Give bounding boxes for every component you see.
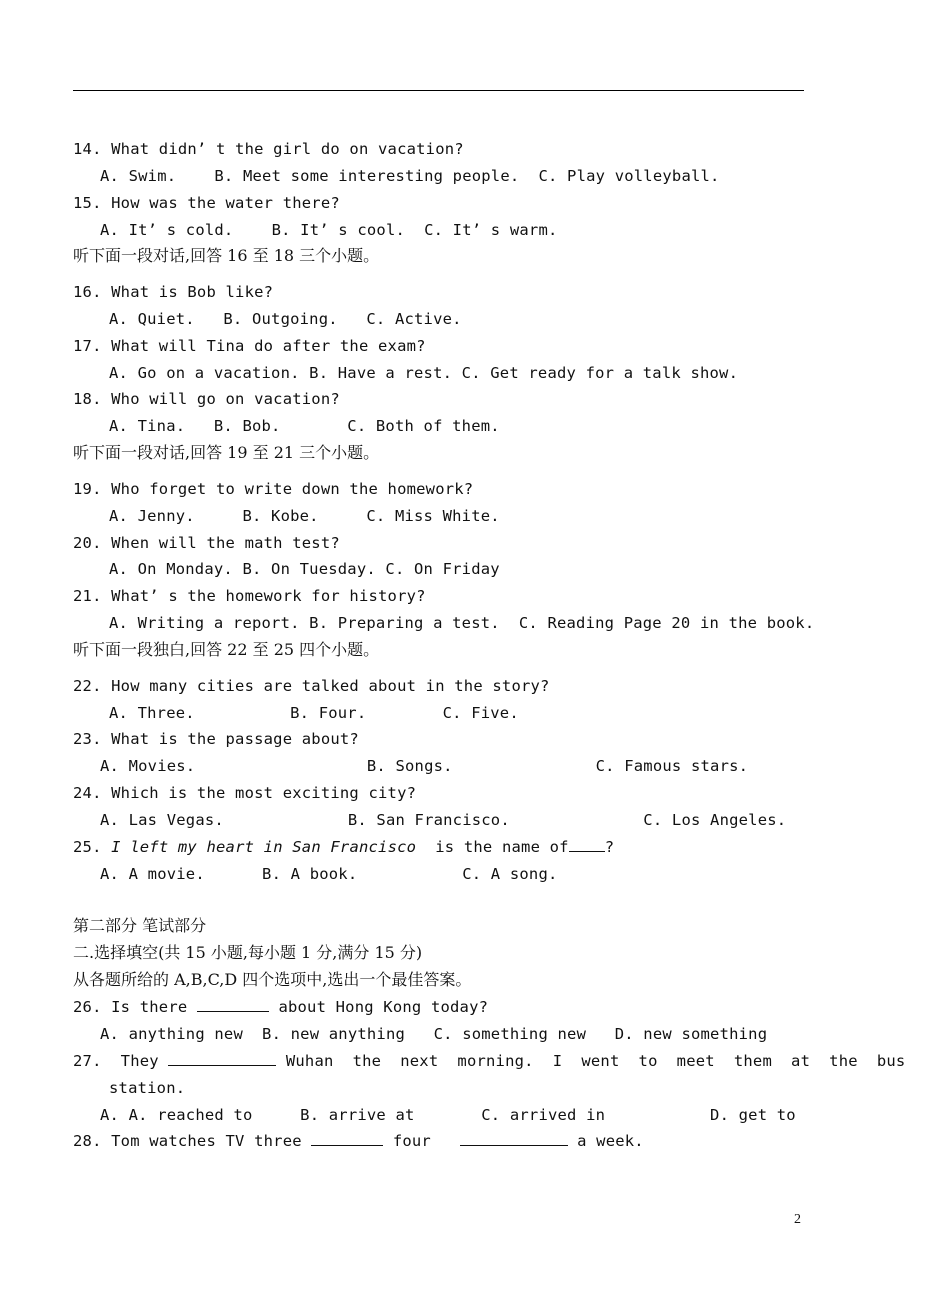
question-22-options: A. Three. B. Four. C. Five. [109,704,519,722]
question-25-number: 25. [73,838,102,856]
question-27-stem [73,1051,905,1071]
question-14-stem: 14. What didn’ t the girl do on vacation? [73,140,464,158]
instruction-16-18: 听下面一段对话,回答 16 至 18 三个小题。 [73,246,380,265]
question-18-stem: 18. Who will go on vacation? [73,390,340,408]
question-25-text: is the name of [425,838,569,856]
question-18-options: A. Tina. B. Bob. C. Both of them. [109,417,500,435]
song-title: I left my heart in San Francisco [111,838,417,856]
answer-blank [569,837,605,852]
question-22-stem: 22. How many cities are talked about in the story? [73,677,550,695]
question-25-stem [73,837,614,857]
question-26-text-b: about Hong Kong today? [268,998,489,1016]
question-28-text-b: four [383,1132,460,1150]
header-rule [73,90,804,91]
question-15-stem: 15. How was the water there? [73,194,340,212]
section-2-title: 二.选择填空(共 15 小题,每小题 1 分,满分 15 分) [73,943,423,962]
question-25-options: A. A movie. B. A book. C. A song. [100,865,558,883]
question-17-stem: 17. What will Tina do after the exam? [73,337,426,355]
question-21-stem: 21. What’ s the homework for history? [73,587,426,605]
answer-blank [311,1131,383,1146]
question-27-stem-continued: station. [109,1079,186,1097]
question-19-stem: 19. Who forget to write down the homework? [73,480,474,498]
question-28-text-c: a week. [567,1132,644,1150]
question-17-options: A. Go on a vacation. B. Have a rest. C. Get ready for a talk show. [109,364,739,382]
question-26-options: A. anything new B. new anything C. something new D. new something [100,1025,768,1043]
question-23-options: A. Movies. B. Songs. C. Famous stars. [100,757,749,775]
question-27-text-a: 27. They [73,1052,169,1070]
page-number: 2 [794,1212,801,1227]
section-2-instruction: 从各题所给的 A,B,C,D 四个选项中,选出一个最佳答案。 [73,970,472,989]
question-24-options: A. Las Vegas. B. San Francisco. C. Los Angeles. [100,811,787,829]
question-26-text-a: 26. Is there [73,998,197,1016]
question-24-stem: 24. Which is the most exciting city? [73,784,417,802]
question-21-options: A. Writing a report. B. Preparing a test. C. Reading Page 20 in the book. [109,614,815,632]
question-16-stem: 16. What is Bob like? [73,283,274,301]
question-19-options: A. Jenny. B. Kobe. C. Miss White. [109,507,500,525]
answer-blank [197,997,269,1012]
question-28-text-a: 28. Tom watches TV three [73,1132,312,1150]
instruction-22-25: 听下面一段独白,回答 22 至 25 四个小题。 [73,640,380,659]
question-20-stem: 20. When will the math test? [73,534,340,552]
question-25-mark: ? [604,838,615,856]
part-2-title: 第二部分 笔试部分 [73,916,207,935]
question-27-options: A. A. reached to B. arrive at C. arrived in D. get to [100,1106,796,1124]
answer-blank [460,1131,568,1146]
question-15-options: A. It’ s cold. B. It’ s cool. C. It’ s warm. [100,221,558,239]
question-16-options: A. Quiet. B. Outgoing. C. Active. [109,310,462,328]
instruction-19-21: 听下面一段对话,回答 19 至 21 三个小题。 [73,443,380,462]
answer-blank [168,1051,276,1066]
question-26-stem [73,997,488,1017]
question-14-options: A. Swim. B. Meet some interesting people. C. Play volleyball. [100,167,720,185]
question-20-options: A. On Monday. B. On Tuesday. C. On Friday [109,560,500,578]
question-27-text-b: Wuhan the next morning. I went to meet them at the bus [276,1052,906,1070]
question-28-stem [73,1131,644,1151]
question-23-stem: 23. What is the passage about? [73,730,359,748]
